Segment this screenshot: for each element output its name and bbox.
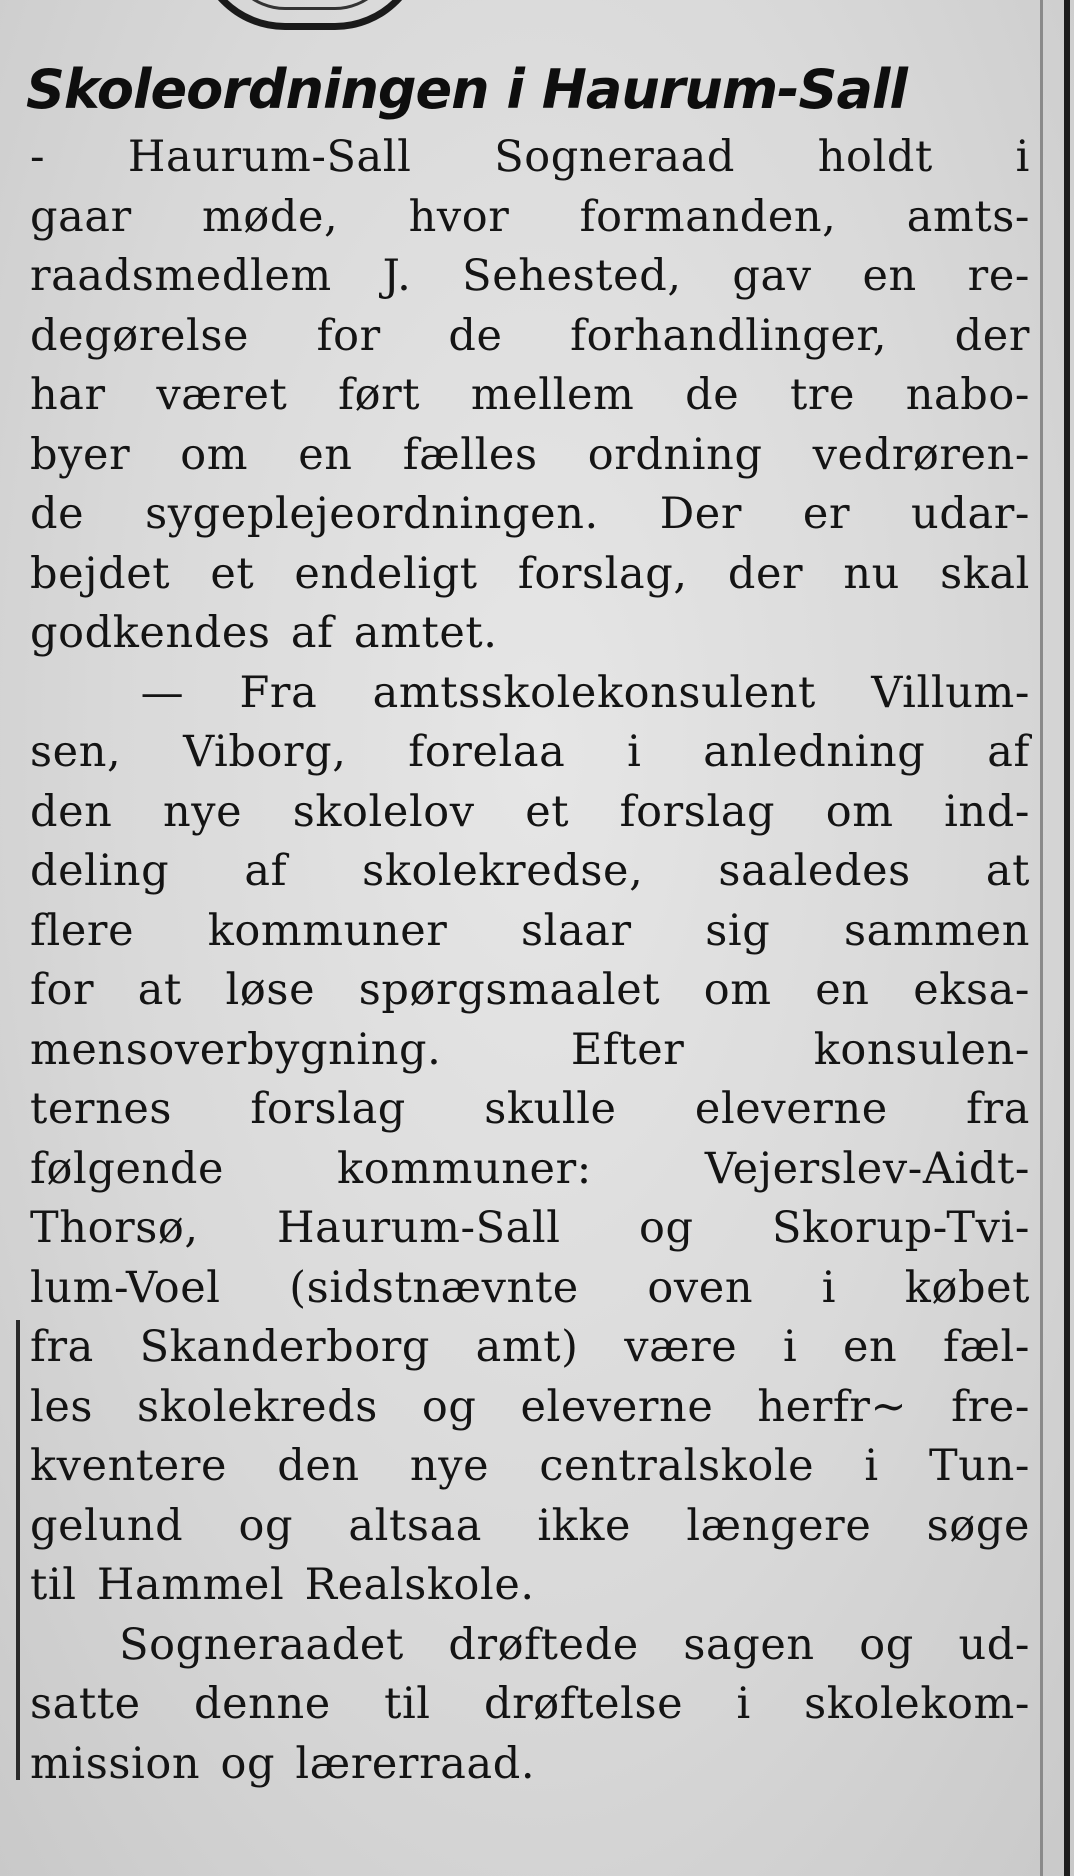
text-line: — Fra amtsskolekonsulent Villum- xyxy=(30,667,1030,718)
text-line: mensoverbygning. Efter konsulen- xyxy=(30,1024,1030,1075)
text-line: følgende kommuner: Vejerslev-Aidt- xyxy=(30,1143,1030,1194)
article-body xyxy=(30,128,1030,1794)
text-line: til Hammel Realskole. xyxy=(30,1560,535,1610)
text-line: mission og lærerraad. xyxy=(30,1738,536,1789)
text-line: lum-Voel (sidstnævnte oven i købet xyxy=(30,1262,1030,1313)
text-line: Sogneraadet drøftede sagen og ud- xyxy=(30,1619,1030,1670)
text-line: raadsmedlem J. Sehested, gav en re- xyxy=(30,251,1030,301)
text-line: har været ført mellem de tre nabo- xyxy=(30,370,1030,420)
text-line: byer om en fælles ordning vedrøren- xyxy=(30,429,1030,480)
text-line: gaar møde, hvor formanden, amts- xyxy=(30,191,1030,242)
paragraph-2 xyxy=(30,664,1030,1616)
column-edge xyxy=(1040,0,1043,1876)
column-rule-left xyxy=(16,1320,20,1780)
text-line: - Haurum-Sall Sogneraad holdt i xyxy=(30,132,1030,182)
text-line: ternes forslag skulle eleverne fra xyxy=(30,1084,1030,1134)
text-line: degørelse for de forhandlinger, der xyxy=(30,310,1030,361)
text-line: kventere den nye centralskole i Tun- xyxy=(30,1441,1030,1491)
text-line: gelund og altsaa ikke længere søge xyxy=(30,1500,1030,1551)
text-line: deling af skolekredse, saaledes at xyxy=(30,846,1030,896)
text-line: den nye skolelov et forslag om ind- xyxy=(30,786,1030,837)
text-line: fra Skanderborg amt) være i en fæl- xyxy=(30,1322,1030,1372)
text-line: de sygeplejeordningen. Der er udar- xyxy=(30,489,1030,539)
article-headline: Skoleordningen i Haurum-Sall xyxy=(26,58,907,121)
text-line: Thorsø, Haurum-Sall og Skorup-Tvi- xyxy=(30,1203,1030,1253)
text-line: flere kommuner slaar sig sammen xyxy=(30,905,1030,956)
text-line: for at løse spørgsmaalet om en eksa- xyxy=(30,965,1030,1015)
text-line: godkendes af amtet. xyxy=(30,608,498,658)
column-rule-right xyxy=(1064,0,1070,1876)
text-line: les skolekreds og eleverne herfr~ fre- xyxy=(30,1381,1030,1432)
text-line: bejdet et endeligt forslag, der nu skal xyxy=(30,548,1030,599)
text-line: sen, Viborg, forelaa i anledning af xyxy=(30,727,1030,777)
paragraph-3 xyxy=(30,1616,1030,1795)
text-line: satte denne til drøftelse i skolekom- xyxy=(30,1679,1030,1729)
paragraph-1 xyxy=(30,128,1030,664)
